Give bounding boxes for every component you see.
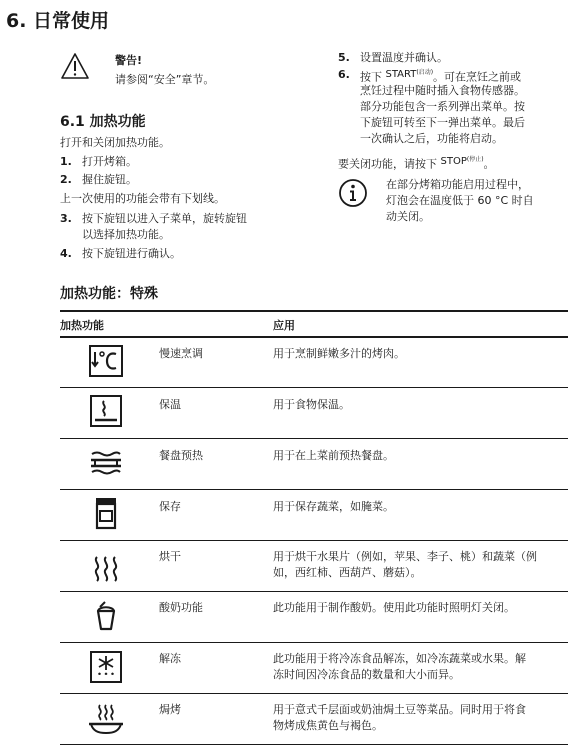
- desc-line: 物烤成焦黄色与褐色。: [273, 719, 383, 732]
- desc-line: 此功能用于制作酸奶。使用此功能时照明灯关闭。: [273, 601, 515, 614]
- desc-line: 用于食物保温。: [273, 398, 350, 411]
- row-divider: [60, 744, 568, 745]
- step-2: [60, 172, 280, 188]
- info-line: 动关闭。: [386, 210, 430, 223]
- function-desc: [273, 499, 563, 515]
- stop-text-post: 。: [483, 157, 495, 171]
- function-desc: [273, 651, 563, 683]
- function-name: 慢速烹调: [159, 347, 203, 360]
- function-name: 保温: [159, 398, 181, 411]
- step-number: 1.: [60, 155, 72, 168]
- info-line: 灯泡会在温度低于 60 °C 时自: [386, 194, 534, 207]
- step-1: [60, 154, 280, 170]
- function-name: 解冻: [159, 652, 181, 665]
- step-text: 按下旋钮进行确认。: [82, 247, 181, 260]
- step-text-post: 。可在烹饪之前或: [433, 70, 522, 84]
- desc-line: 用于烘干水果片（例如，苹果、李子、桃）和蔬菜（例: [273, 550, 537, 563]
- stop-key-note: (停止): [466, 156, 484, 163]
- function-desc: [273, 702, 563, 734]
- desc-line: 此功能用于将冷冻食品解冻，如冷冻蔬菜或水果。解: [273, 652, 526, 665]
- table-row: [0, 694, 574, 744]
- desc-line: 用于保存蔬菜，如腌菜。: [273, 500, 394, 513]
- step-number: 2.: [60, 173, 72, 186]
- stop-key: STOP: [440, 155, 467, 167]
- function-name: 烘干: [159, 550, 181, 563]
- section-note: 上一次使用的功能会带有下划线。: [60, 192, 225, 205]
- function-desc: [273, 448, 563, 464]
- function-desc: [273, 549, 563, 581]
- au-gratin-icon: [88, 702, 124, 738]
- header-application: 应用: [273, 319, 295, 332]
- info-note: [386, 177, 566, 225]
- start-key-note: (启动): [416, 69, 434, 76]
- step-text-line: 下旋钮可转至下一弹出菜单。最后: [360, 116, 525, 129]
- desc-line: 用于在上菜前预热餐盘。: [273, 449, 394, 462]
- step-number: 3.: [60, 212, 72, 225]
- start-key: START: [385, 68, 417, 80]
- step-text-line: 烹饪过程中随时插入食物传感器。: [360, 84, 525, 97]
- step-text-line: 部分功能包含一系列弹出菜单。按: [360, 100, 525, 113]
- keep-warm-icon: [88, 393, 124, 429]
- chapter-title: 6. 日常使用: [6, 10, 110, 32]
- defrost-icon: [88, 649, 124, 685]
- step-number: 5.: [338, 51, 350, 64]
- plate-warm-icon: [88, 446, 124, 482]
- stop-instruction: [338, 154, 495, 174]
- step-text-line: 一次确认之后，功能将启动。: [360, 132, 503, 145]
- table-row: [0, 592, 574, 642]
- function-name: 焗烤: [159, 703, 181, 716]
- dry-icon: [88, 551, 124, 587]
- warning-triangle-icon: [60, 52, 90, 80]
- table-row: [0, 643, 574, 693]
- table-title: 加热功能：特殊: [60, 286, 158, 302]
- function-name: 保存: [159, 500, 181, 513]
- function-name: 餐盘预热: [159, 449, 203, 462]
- info-icon: [338, 178, 368, 208]
- step-text: 握住旋钮。: [82, 173, 137, 186]
- desc-line: 冻时间因冷冻食品的数量和大小而异。: [273, 668, 460, 681]
- function-desc: [273, 600, 563, 616]
- desc-line: 如，西红柿、西葫芦、蘑菇）。: [273, 566, 422, 579]
- desc-line: 用于烹制鲜嫩多汁的烤肉。: [273, 347, 405, 360]
- step-6: [338, 67, 570, 149]
- table-row: [0, 337, 574, 387]
- section-intro: 打开和关闭加热功能。: [60, 136, 170, 149]
- stop-text-pre: 要关闭功能，请按下: [338, 157, 441, 171]
- step-3: [60, 211, 300, 245]
- step-number: 6.: [338, 68, 350, 81]
- table-top-rule: [60, 310, 568, 312]
- desc-line: 用于意式千层面或奶油焗土豆等菜品。同时用于将食: [273, 703, 526, 716]
- step-4: [60, 246, 300, 262]
- table-row: [0, 439, 574, 489]
- step-text: 设置温度并确认。: [360, 51, 448, 64]
- preserve-icon: [88, 495, 124, 531]
- header-function: 加热功能: [60, 319, 104, 332]
- table-row: [0, 490, 574, 540]
- info-line: 在部分烤箱功能启用过程中，: [386, 178, 529, 191]
- step-text: 按下旋钮以进入子菜单，旋转旋钮: [82, 212, 247, 225]
- function-desc: [273, 346, 563, 362]
- function-name: 酸奶功能: [159, 601, 203, 614]
- warning-text: 请参阅“安全”章节。: [115, 73, 215, 86]
- yogurt-icon: [88, 598, 124, 634]
- step-text: 打开烤箱。: [82, 155, 137, 168]
- step-number: 4.: [60, 247, 72, 260]
- step-text-pre: 按下: [360, 70, 386, 84]
- section-title: 6.1 加热功能: [60, 114, 146, 130]
- table-row: [0, 388, 574, 438]
- table-row: [0, 541, 574, 591]
- slow-cook-icon: [88, 343, 124, 379]
- step-5: [338, 50, 568, 66]
- warning-label: 警告!: [115, 54, 143, 67]
- step-text: 以选择加热功能。: [82, 228, 170, 241]
- function-desc: [273, 397, 563, 413]
